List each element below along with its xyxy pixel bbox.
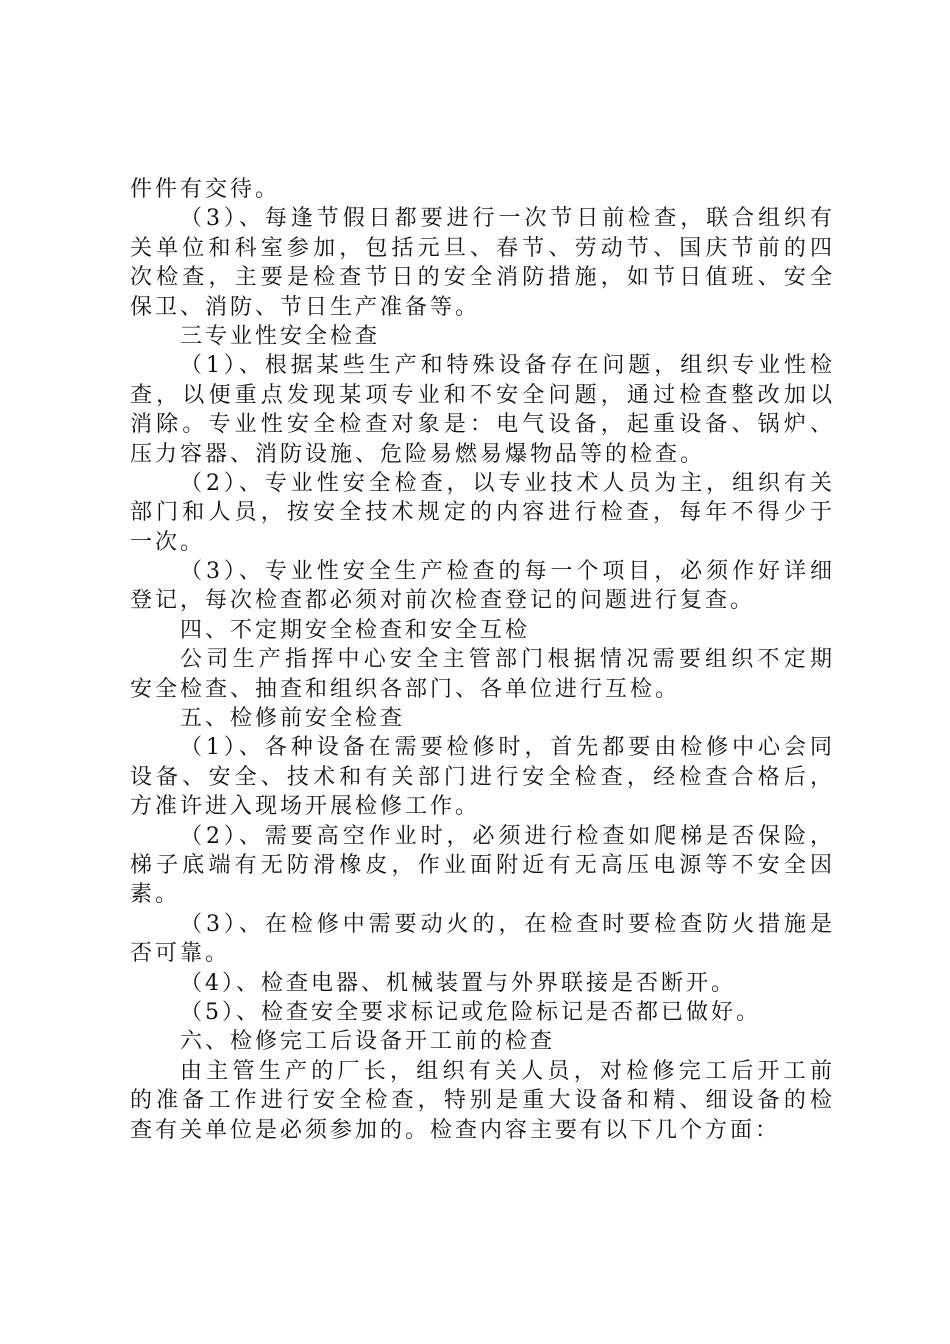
text-line: 消除。专业性安全检查对象是：电气设备，起重设备、锅炉、 [130,412,832,438]
text-line: （1）、各种设备在需要检修时，首先都要由检修中心会同 [180,735,832,761]
text-line: 登记，每次检查都必须对前次检查登记的问题进行复查。 [130,588,756,614]
text-line: 件件有交待。 [130,177,281,202]
text-line: （5）、检查安全要求标记或危险标记是否都已做好。 [180,999,761,1025]
text-line: （1）、根据某些生产和特殊设备存在问题，组织专业性检 [180,353,832,379]
text-line: 一次。 [130,529,206,555]
text-line: 五、检修前安全检查 [180,706,406,732]
text-line: 压力容器、消防设施、危险易燃易爆物品等的检查。 [130,441,706,467]
document-body [130,175,832,1145]
text-line: 否可靠。 [130,941,231,967]
text-line: 六、检修完工后设备开工前的检查 [180,1029,556,1055]
text-line: （4）、检查电器、机械装置与外界联接是否断开。 [180,970,736,996]
text-line: 的准备工作进行安全检查，特别是重大设备和精、细设备的检 [130,1088,832,1114]
text-line: 素。 [130,882,181,908]
text-line: 梯子底端有无防滑橡皮，作业面附近有无高压电源等不安全因 [130,852,832,878]
text-line: （3）、在检修中需要动火的，在检查时要检查防火措施是 [180,911,832,937]
text-line: 设备、安全、技术和有关部门进行安全检查，经检查合格后， [130,764,832,790]
text-line: 公司生产指挥中心安全主管部门根据情况需要组织不定期 [180,647,832,673]
text-line: 三专业性安全检查 [180,323,381,349]
text-line: （2）、专业性安全检查，以专业技术人员为主，组织有关 [180,470,832,496]
text-line: 由主管生产的厂长，组织有关人员，对检修完工后开工前 [180,1058,832,1084]
text-line: （3）、专业性安全生产检查的每一个项目，必须作好详细 [180,559,832,585]
text-line: （3）、每逢节假日都要进行一次节日前检查，联合组织有 [180,206,832,232]
text-line: 保卫、消防、节日生产准备等。 [130,294,481,320]
text-line: 部门和人员，按安全技术规定的内容进行检查，每年不得少于 [130,500,832,526]
text-line: 关单位和科室参加，包括元旦、春节、劳动节、国庆节前的四 [130,235,832,261]
text-line: 安全检查、抽查和组织各部门、各单位进行互检。 [130,676,681,702]
text-line: 次检查，主要是检查节日的安全消防措施，如节日值班、安全 [130,265,832,291]
text-line: 查有关单位是必须参加的。检查内容主要有以下几个方面： [130,1117,781,1143]
text-line: 四、不定期安全检查和安全互检 [180,617,531,643]
text-line: 方准许进入现场开展检修工作。 [130,794,481,820]
text-line: 查，以便重点发现某项专业和不安全问题，通过检查整改加以 [130,382,832,408]
text-line: （2）、需要高空作业时，必须进行检查如爬梯是否保险， [180,823,832,849]
